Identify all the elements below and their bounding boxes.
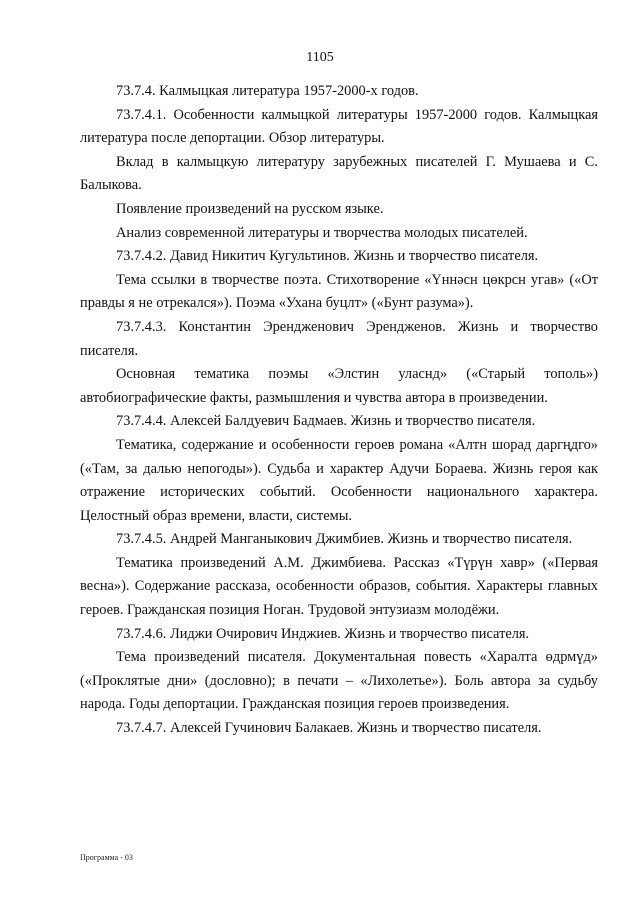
paragraph-dzhimbiev: Тематика произведений А.М. Джимбиева. Рассказ «Түрүн хавр» («Первая весна»). Содержание рассказа, особенности образов, события. Характеры главных героев. Гражданская позиция Ноган. Трудовой энтузиазм молодёжи. (80, 554, 598, 619)
document-body (80, 80, 598, 741)
heading-73-7-4-5: 73.7.4.5. Андрей Манганыкович Джимбиев. Жизнь и творчество писателя. (116, 531, 573, 548)
paragraph-modern-literature: Анализ современной литературы и творчества молодых писателей. (116, 224, 528, 241)
paragraph-foreign-writers: Вклад в калмыцкую литературу зарубежных писателей Г. Мушаева и С. Балыкова. (80, 153, 598, 194)
page-footer: Программа - 03 (80, 853, 133, 862)
paragraph-russian-works: Появление произведений на русском языке. (116, 200, 384, 217)
heading-73-7-4-2: 73.7.4.2. Давид Никитич Кугультинов. Жизнь и творчество писателя. (116, 248, 539, 265)
heading-73-7-4-4: 73.7.4.4. Алексей Балдуевич Бадмаев. Жизнь и творчество писателя. (116, 413, 536, 430)
paragraph-badmaev: Тематика, содержание и особенности героев романа «Алтн шорад даргңдго» («Там, за далью непогоды»). Судьба и характер Адучи Бораева. Жизнь героя как отражение исторических событий. Особенности национального характера. Целостный образ времени, власти, системы. (80, 436, 598, 524)
paragraph-erendzhenov: Основная тематика поэмы «Элстин уласнд» («Старый тополь») автобиографические факты, размышления и чувства автора в произведении. (80, 366, 598, 406)
paragraph-kugultinov: Тема ссылки в творчестве поэта. Стихотворение «Үннәсн цөкрсн угав» («От правды я не отрекался»). Поэма «Ухана буцлт» («Бунт разума»). (80, 271, 598, 312)
heading-73-7-4-6: 73.7.4.6. Лиджи Очирович Инджиев. Жизнь и творчество писателя. (116, 625, 530, 642)
heading-73-7-4: 73.7.4. Калмыцкая литература 1957-2000-х годов. (116, 83, 419, 99)
paragraph-indzhiev: Тема произведений писателя. Документальная повесть «Харалта өдрмүд» («Проклятые дни» (дословно); в печати – «Лихолетье»). Боль автора за судьбу народа. Годы депортации. Гражданская позиция героев произведения. (80, 649, 598, 713)
page-number: 1105 (306, 50, 334, 65)
heading-73-7-4-3: 73.7.4.3. Константин Эрендженович Эрендженов. Жизнь и творчество писателя. (80, 318, 598, 359)
heading-73-7-4-7: 73.7.4.7. Алексей Гучинович Балакаев. Жизнь и творчество писателя. (116, 720, 542, 737)
heading-73-7-4-1: 73.7.4.1. Особенности калмыцкой литературы 1957-2000 годов. Калмыцкая литература после депортации. Обзор литературы. (80, 106, 598, 147)
